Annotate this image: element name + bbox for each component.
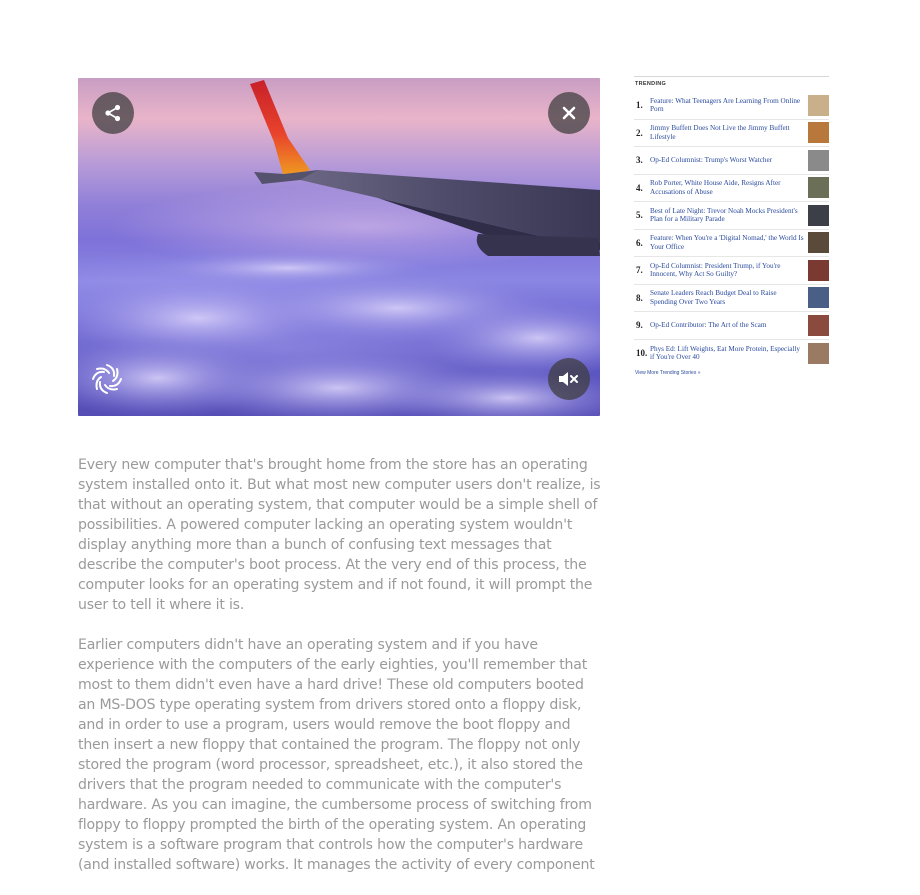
rank-number: 8. bbox=[636, 292, 643, 303]
story-thumbnail[interactable] bbox=[808, 177, 829, 198]
rank-number: 2. bbox=[636, 127, 643, 138]
list-item[interactable] bbox=[634, 202, 829, 230]
rank-number: 4. bbox=[636, 182, 643, 193]
story-link[interactable]: Op-Ed Contributor: The Art of the Scam bbox=[650, 320, 767, 329]
mute-button[interactable] bbox=[548, 358, 590, 400]
story-link[interactable]: Feature: What Teenagers Are Learning From Online Porn bbox=[650, 96, 801, 114]
rank-number: 10. bbox=[636, 348, 648, 359]
list-item[interactable] bbox=[634, 92, 829, 120]
story-thumbnail[interactable] bbox=[808, 287, 829, 308]
loading-spinner-icon bbox=[90, 362, 124, 396]
story-thumbnail[interactable] bbox=[808, 232, 829, 253]
rank-number: 9. bbox=[636, 320, 643, 331]
list-item[interactable] bbox=[634, 175, 829, 203]
article-paragraph: Earlier computers didn't have an operating system and if you have experience with the computers of the early eighties, you'll remember that most to them didn't even have a hard drive! These old computers booted an MS-DOS type operating system from drivers stored onto a floppy disk, and in order to use a program, users would remove the boot floppy and then insert a new floppy that contained the program. The floppy not only stored the program (word processor, spreadsheet, etc.), it also stored the drivers that the program needed to communicate with the computer's hardware. As you can imagine, the cumbersome process of switching from floppy to floppy prompted the birth of the operating system. An operating system is a software program that controls how the computer's hardware (and installed software) works. It manages the activity of every component bbox=[78, 637, 595, 873]
share-icon bbox=[104, 104, 122, 122]
video-player[interactable] bbox=[78, 78, 600, 416]
article-body bbox=[78, 455, 602, 895]
airplane-wing-image bbox=[78, 78, 600, 416]
story-link[interactable]: Phys Ed: Lift Weights, Eat More Protein, Especially if You're Over 40 bbox=[650, 344, 801, 362]
story-link[interactable]: Jimmy Buffett Does Not Live the Jimmy Buffett Lifestyle bbox=[650, 124, 790, 141]
list-item[interactable] bbox=[634, 120, 829, 148]
story-link[interactable]: Feature: When You're a 'Digital Nomad,' the World Is Your Office bbox=[650, 234, 804, 251]
story-thumbnail[interactable] bbox=[808, 205, 829, 226]
close-icon bbox=[562, 106, 576, 120]
rank-number: 6. bbox=[636, 237, 643, 248]
trending-widget bbox=[634, 76, 829, 376]
view-more-trending-link[interactable]: View More Trending Stories » bbox=[635, 370, 701, 376]
story-thumbnail[interactable] bbox=[808, 315, 829, 336]
rank-number: 3. bbox=[636, 155, 643, 166]
rank-number: 1. bbox=[636, 100, 643, 111]
story-thumbnail[interactable] bbox=[808, 95, 829, 116]
story-link[interactable]: Op-Ed Columnist: President Trump, if You're Innocent, Why Act So Guilty? bbox=[650, 261, 781, 279]
trending-list bbox=[634, 92, 829, 367]
rank-number: 7. bbox=[636, 265, 643, 276]
story-link[interactable]: Senate Leaders Reach Budget Deal to Raise Spending Over Two Years bbox=[650, 289, 777, 306]
close-button[interactable] bbox=[548, 92, 590, 134]
list-item[interactable] bbox=[634, 257, 829, 285]
story-link[interactable]: Best of Late Night: Trevor Noah Mocks President's Plan for a Military Parade bbox=[650, 206, 798, 224]
story-link[interactable]: Op-Ed Columnist: Trump's Worst Watcher bbox=[650, 155, 773, 164]
trending-heading: TRENDING bbox=[635, 81, 667, 87]
article-paragraph: Every new computer that's brought home from the store has an operating system installed onto it. But what most new computer users don't realize, is that without an operating system, that computer would be a simple shell of possibilities. A powered computer lacking an operating system wouldn't display anything more than a bunch of confusing text messages that describe the computer's boot process. At the very end of this process, the computer looks for an operating system and if not found, it will prompt the user to tell it where it is. bbox=[78, 457, 601, 613]
story-thumbnail[interactable] bbox=[808, 150, 829, 171]
story-thumbnail[interactable] bbox=[808, 122, 829, 143]
list-item[interactable] bbox=[634, 147, 829, 175]
mute-icon bbox=[558, 371, 580, 387]
list-item[interactable] bbox=[634, 285, 829, 313]
story-thumbnail[interactable] bbox=[808, 260, 829, 281]
list-item[interactable] bbox=[634, 340, 829, 368]
story-link[interactable]: Rob Porter, White House Aide, Resigns After Accusations of Abuse bbox=[650, 179, 781, 196]
story-thumbnail[interactable] bbox=[808, 343, 829, 364]
rank-number: 5. bbox=[636, 210, 643, 221]
list-item[interactable] bbox=[634, 312, 829, 340]
list-item[interactable] bbox=[634, 230, 829, 258]
share-button[interactable] bbox=[92, 92, 134, 134]
